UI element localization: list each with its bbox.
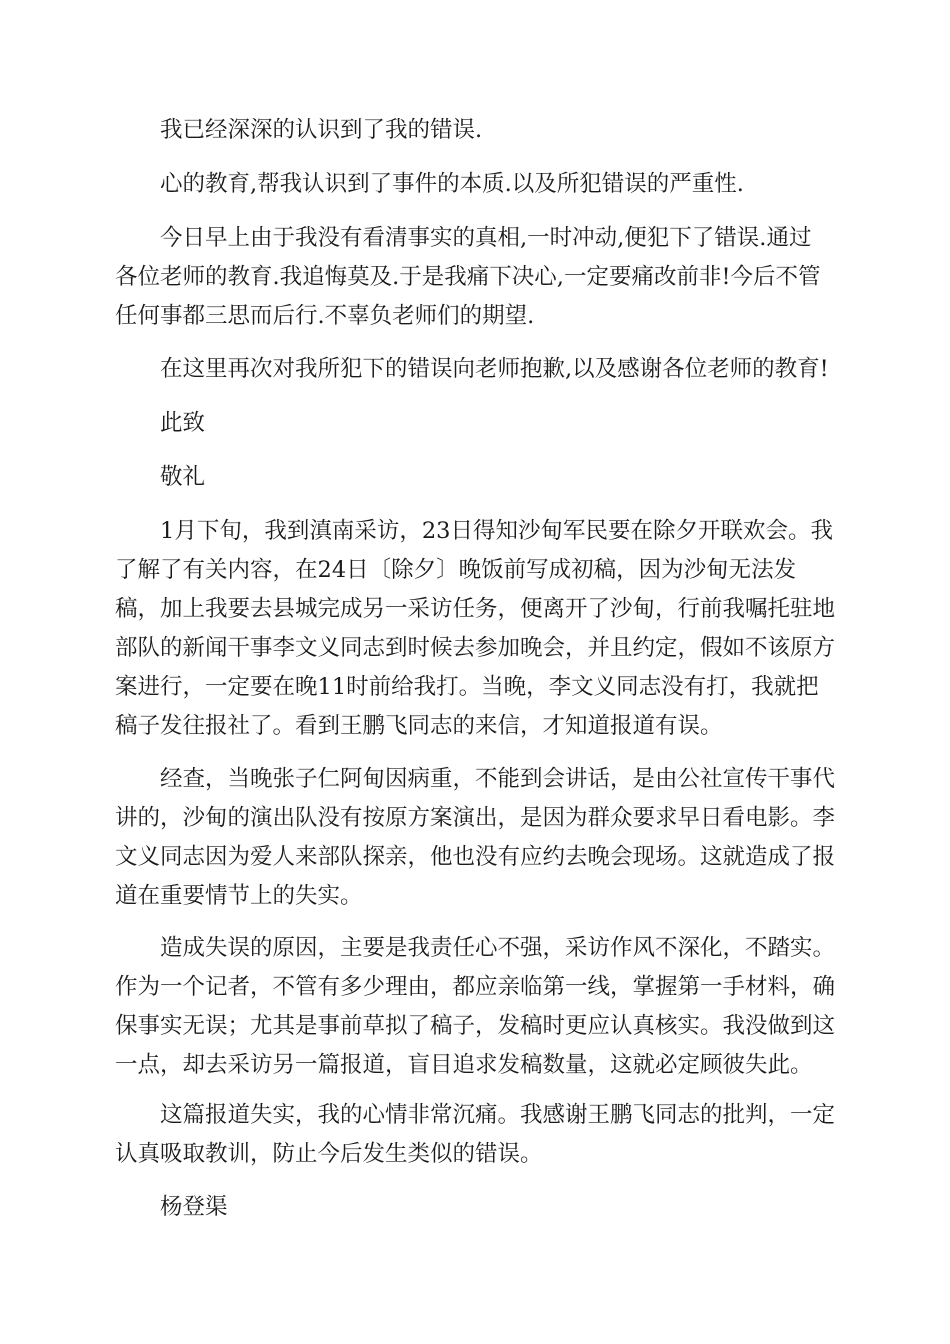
paragraph-6: [115, 760, 835, 916]
paragraph-2: [115, 165, 835, 204]
paragraph-4: [115, 350, 835, 389]
paragraph-line: 造成失误的原因，主要是我责任心不强，采访作风不深化，不踏实。: [160, 935, 836, 961]
paragraph-line: 经查，当晚张子仁阿甸因病重，不能到会讲话，是由公社宣传干事代: [160, 766, 836, 792]
paragraph-line: 此致: [160, 410, 206, 436]
paragraph-line: 1月下旬，我到滇南采访，23日得知沙甸军民要在除夕开联欢会。我: [160, 518, 833, 544]
paragraph-line: 我已经深深的认识到了我的错误.: [160, 117, 483, 143]
paragraph-line: 文义同志因为爱人来部队探亲，他也没有应约去晚会现场。这就造成了报: [115, 844, 836, 870]
closing-salutation: [115, 404, 835, 443]
signature-name: [115, 1188, 835, 1227]
paragraph-3: [115, 219, 835, 336]
paragraph-line: 杨登渠: [160, 1194, 228, 1220]
paragraph-line: 任何事都三思而后行.不辜负老师们的期望.: [115, 303, 535, 329]
paragraph-line: 在这里再次对我所犯下的错误向老师抱歉,以及感谢各位老师的教育!: [160, 356, 829, 382]
paragraph-1: [115, 111, 835, 150]
paragraph-line: 各位老师的教育.我追悔莫及.于是我痛下决心,一定要痛改前非!今后不管: [115, 264, 821, 290]
paragraph-line: 讲的，沙甸的演出队没有按原方案演出，是因为群众要求早日看电影。李: [115, 805, 836, 831]
paragraph-8: [115, 1096, 835, 1174]
paragraph-5: [115, 512, 835, 746]
paragraph-line: 一点，却去采访另一篇报道，盲目追求发稿数量，这就必定顾彼失此。: [115, 1052, 813, 1078]
paragraph-line: 保事实无误；尤其是事前草拟了稿子，发稿时更应认真核实。我没做到这: [115, 1013, 836, 1039]
closing-regards: [115, 458, 835, 497]
paragraph-line: 案进行，一定要在晚11时前给我打。当晚，李文义同志没有打，我就把: [115, 674, 819, 700]
paragraph-line: 心的教育,帮我认识到了事件的本质.以及所犯错误的严重性.: [160, 171, 744, 197]
paragraph-line: 稿，加上我要去县城完成另一采访任务，便离开了沙甸，行前我嘱托驻地: [115, 596, 836, 622]
paragraph-7: [115, 929, 835, 1085]
paragraph-line: 今日早上由于我没有看清事实的真相,一时冲动,便犯下了错误.通过: [160, 225, 812, 251]
paragraph-line: 了解了有关内容，在24日〔除夕〕晚饭前写成初稿，因为沙甸无法发: [115, 557, 797, 583]
paragraph-line: 作为一个记者，不管有多少理由，都应亲临第一线，掌握第一手材料，确: [115, 974, 836, 1000]
paragraph-line: 这篇报道失实，我的心情非常沉痛。我感谢王鹏飞同志的批判，一定: [160, 1102, 836, 1128]
paragraph-line: 部队的新闻干事李文义同志到时候去参加晚会，并且约定，假如不该原方: [115, 635, 836, 661]
paragraph-line: 道在重要情节上的失实。: [115, 883, 363, 909]
paragraph-line: 认真吸取教训，防止今后发生类似的错误。: [115, 1141, 543, 1167]
paragraph-line: 敬礼: [160, 464, 206, 490]
paragraph-line: 稿子发往报社了。看到王鹏飞同志的来信，才知道报道有误。: [115, 713, 723, 739]
